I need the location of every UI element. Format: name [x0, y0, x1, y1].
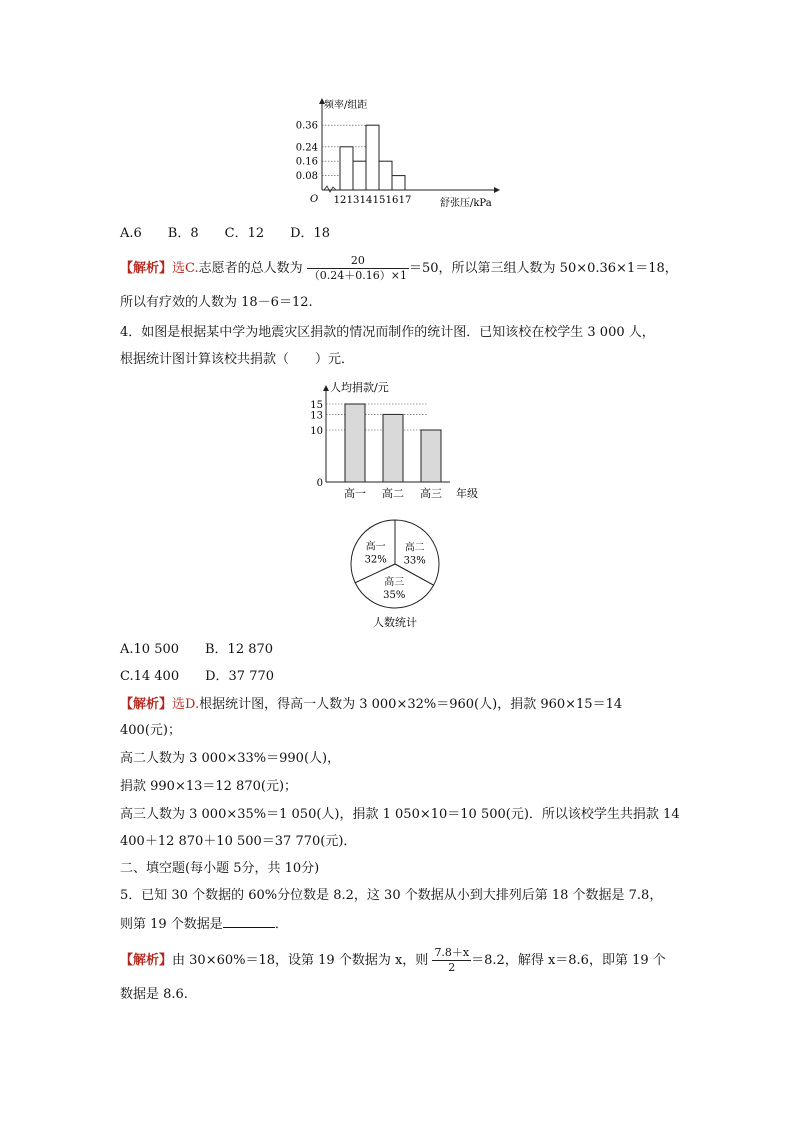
q5-analysis-line1 [120, 946, 666, 975]
x-tick-label: 14 [359, 195, 373, 206]
answer-choice: 选D. [172, 697, 200, 712]
analysis-text: 根据统计图，得高一人数为 3 000×32%＝960(人)，捐款 960×15＝14 [199, 697, 623, 712]
pie-label: 高二 [404, 542, 425, 554]
q5-stem-line1: 5．已知 30 个数据的 60%分位数是 8.2，这 30 个数据从小到大排列后第 18 个数据是 7.8， [120, 888, 663, 903]
fraction [307, 254, 409, 283]
analysis-text: ＝50，所以第三组人数为 50×0.36×1＝18， [409, 261, 678, 276]
y-tick-label: 10 [310, 426, 323, 437]
q4-options-row2: C.14 400 D．37 770 [120, 669, 275, 684]
analysis-tag: 【解析】 [120, 953, 173, 968]
answer-blank [223, 915, 275, 928]
bar-1 [345, 404, 365, 482]
analysis-tag: 【解析】 [120, 261, 173, 276]
histogram-bar [392, 176, 405, 190]
answer-choice: 选C. [172, 261, 199, 276]
y-tick-label: 0.24 [295, 142, 318, 154]
bar-3 [421, 430, 441, 482]
x-tick-label: 12 [333, 195, 347, 206]
analysis-text: 志愿者的总人数为 [198, 261, 303, 276]
histogram-chart [290, 92, 510, 216]
q4-analysis-line4: 捐款 990×13＝12 870(元)； [120, 779, 298, 794]
x-tick-label: 13 [346, 195, 360, 206]
pie-chart [340, 514, 450, 634]
q4-analysis-line2: 400(元)； [120, 723, 181, 738]
x-tick-label: 高二 [382, 487, 404, 500]
fraction-numerator: 7.8＋x [434, 946, 470, 959]
pie-value-label: 35% [383, 589, 406, 601]
x-axis-label: 舒张压/kPa [440, 198, 492, 209]
y-tick-label: 0.08 [295, 171, 318, 183]
pie-label: 高一 [365, 541, 386, 553]
q4-stem-line1: 4．如图是根据某中学为地震灾区捐款的情况而制作的统计图．已知该校在校学生 3 000 人， [120, 325, 655, 340]
histogram-bar [340, 147, 353, 190]
q4-stem-line2: 根据统计图计算该校共捐款（ ）元． [120, 352, 355, 367]
x-tick-label: 高三 [420, 487, 442, 500]
x-tick-label: 高一 [344, 487, 366, 500]
q5-stem-text: 则第 19 个数据是 [120, 917, 223, 932]
fraction-denominator: 2 [432, 960, 471, 975]
histogram-bar [366, 125, 379, 190]
section-title: 二、填空题(每小题 5分，共 10分) [120, 861, 320, 876]
y-axis-label: 频率/组距 [324, 100, 368, 111]
q4-analysis-line1 [120, 697, 622, 713]
q5-analysis-line2: 数据是 8.6. [120, 987, 188, 1002]
q3-options: A.6 B．8 C．12 D．18 [120, 226, 331, 241]
histogram-bar [379, 161, 392, 190]
bar-2 [383, 414, 403, 482]
fraction-denominator: （0.24＋0.16）×1 [308, 269, 407, 282]
q3-analysis-line2: 所以有疗效的人数为 18－6＝12. [120, 295, 313, 310]
y-axis-label: 人均捐款/元 [330, 381, 389, 394]
q4-analysis-line5: 高三人数为 3 000×35%＝1 050(人)，捐款 1 050×10＝10 500(元)．所以该校学生共捐款 14 [120, 807, 680, 822]
q5-stem-text: ． [274, 917, 288, 932]
histogram-bar [353, 161, 366, 190]
q5-stem-line2 [120, 915, 288, 933]
y-tick-label: 0.16 [295, 156, 318, 168]
fraction-numerator: 20 [350, 254, 365, 267]
q4-options-row1: A.10 500 B．12 870 [120, 642, 274, 657]
q3-analysis-line1 [120, 254, 678, 283]
analysis-text: 由 30×60%＝18，设第 19 个数据为 x，则 [172, 953, 429, 968]
analysis-text: ＝8.2，解得 x＝8.6，即第 19 个 [471, 953, 666, 968]
bar-chart [300, 378, 500, 502]
x-tick-label: 15 [372, 195, 386, 206]
y-tick-label: 13 [310, 410, 323, 422]
pie-title: 人数统计 [373, 616, 417, 629]
x-axis-label: 年级 [456, 487, 478, 500]
x-tick-label: 17 [398, 195, 412, 206]
axis-break-mark [324, 186, 336, 192]
y-tick-label: 0 [316, 478, 323, 489]
x-tick-label: 16 [385, 195, 399, 206]
pie-value-label: 33% [403, 555, 426, 567]
pie-label: 高三 [384, 576, 405, 588]
y-tick-label: 15 [310, 400, 323, 411]
origin-label: O [310, 194, 319, 205]
analysis-tag: 【解析】 [120, 697, 173, 712]
y-axis-arrow [323, 385, 329, 391]
x-axis-arrow [494, 187, 500, 193]
y-tick-label: 0.36 [295, 120, 318, 132]
q4-analysis-line3: 高二人数为 3 000×33%＝990(人)， [120, 751, 341, 766]
fraction [432, 946, 471, 975]
pie-value-label: 32% [364, 554, 387, 566]
q4-analysis-line6: 400＋12 870＋10 500＝37 770(元)． [120, 834, 357, 849]
